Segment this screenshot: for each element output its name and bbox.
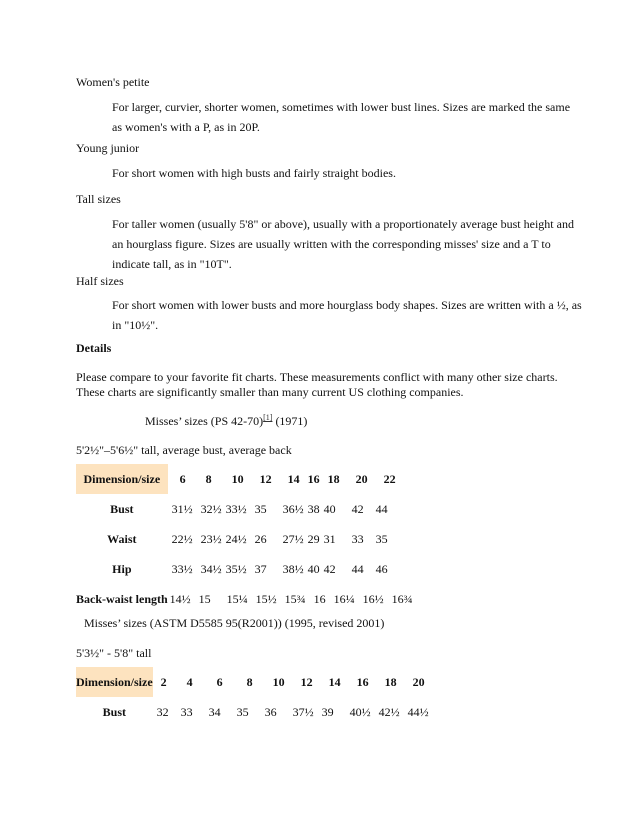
- row-values: 14½ 15 15¼ 15½ 15¾ 16 16¼ 16½ 16¾: [169, 591, 413, 606]
- desc-line: indicate tall, as in "10T".: [112, 257, 232, 271]
- table-row: [76, 554, 413, 584]
- row-label: Hip: [112, 561, 132, 576]
- details-heading: Details: [76, 341, 112, 355]
- note-line: Please compare to your favorite fit charts. These measurements conflict with many other size charts.: [76, 370, 558, 384]
- row-label: Bust: [102, 704, 126, 719]
- desc-line: For short women with lower busts and more hourglass body shapes. Sizes are written with a ½, as: [112, 298, 582, 312]
- desc-line: in "10½".: [112, 318, 159, 332]
- desc-line: For larger, curvier, shorter women, sometimes with lower bust lines. Sizes are marked the same: [112, 100, 571, 114]
- row-values: 33½ 34½ 35½ 37 38½ 40 42 44 46: [171, 561, 388, 576]
- desc-womens-petite: [112, 97, 572, 137]
- table2: [76, 667, 429, 727]
- row-values: 32 33 34 35 36 37½ 39 40½ 42½ 44½: [156, 704, 429, 719]
- reference-link[interactable]: [1]: [263, 413, 273, 422]
- desc-tall-sizes: [112, 214, 572, 274]
- row-label: Waist: [107, 531, 137, 546]
- table1-title-text: Misses’ sizes (PS 42-70): [145, 414, 264, 428]
- table-row: [76, 464, 413, 494]
- table1-subtitle: 5'2½"–5'6½" tall, average bust, average back: [76, 443, 292, 457]
- note-line: These charts are significantly smaller than many current US clothing companies.: [76, 385, 464, 399]
- desc-line: For taller women (usually 5'8" or above), usually with a proportionately average bust height and: [112, 217, 574, 231]
- details-note: [76, 370, 558, 400]
- row-values: 22½ 23½ 24½ 26 27½ 29 31 33 35: [171, 531, 388, 546]
- table2-subtitle: 5'3½" - 5'8" tall: [76, 646, 152, 660]
- term-half-sizes: Half sizes: [76, 274, 124, 288]
- table-row: [76, 667, 429, 697]
- table1: [76, 464, 413, 614]
- desc-line: as women's with a P, as in 20P.: [112, 120, 260, 134]
- table1-title: [145, 413, 307, 429]
- desc-young-junior: [112, 163, 572, 183]
- desc-line: For short women with high busts and fairly straight bodies.: [112, 166, 396, 180]
- table-row: [76, 494, 413, 524]
- term-tall-sizes: Tall sizes: [76, 192, 121, 206]
- row-label: Bust: [110, 501, 134, 516]
- table-row: [76, 524, 413, 554]
- table-row: [76, 697, 429, 727]
- term-young-junior: Young junior: [76, 141, 140, 155]
- header-label: Dimension/size: [76, 464, 168, 494]
- header-values: 2 4 6 8 10 12 14 16 18 20: [160, 674, 425, 689]
- desc-line: an hourglass figure. Sizes are usually written with the corresponding misses' size and a T to: [112, 237, 551, 251]
- header-label: Dimension/size: [76, 667, 153, 697]
- row-label: Back-waist length: [76, 591, 168, 606]
- header-values: 6 8 10 12 14 16 18 20 22: [179, 471, 396, 486]
- table-row: [76, 584, 413, 614]
- table2-title: Misses’ sizes (ASTM D5585 95(R2001)) (1995, revised 2001): [84, 616, 385, 630]
- row-values: 31½ 32½ 33½ 35 36½ 38 40 42 44: [171, 501, 388, 516]
- term-womens-petite: Women's petite: [76, 75, 150, 89]
- table1-year: (1971): [272, 414, 308, 428]
- desc-half-sizes: [112, 295, 582, 335]
